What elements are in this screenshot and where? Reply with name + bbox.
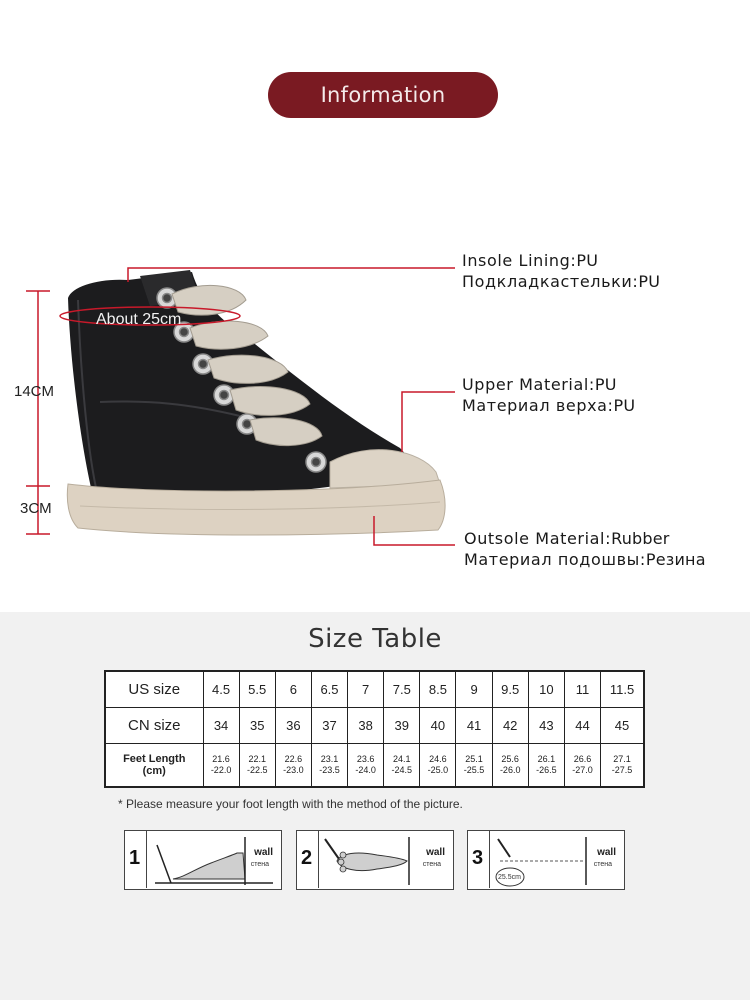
cell-cn-size: 36 [275, 707, 311, 743]
cell-cn-size: 37 [311, 707, 347, 743]
wall-label: wall [597, 847, 616, 858]
cell-feet-length [384, 743, 420, 787]
feet-length-min: 27.1 [613, 753, 631, 764]
cell-cn-size: 34 [203, 707, 239, 743]
table-row-cn [105, 707, 644, 743]
cell-cn-size: 40 [420, 707, 456, 743]
feet-length-max: -24.5 [391, 764, 413, 775]
spec-outsole [464, 528, 706, 570]
feet-length-max: -26.0 [499, 764, 521, 775]
row-label-feet-line1: Feet Length [123, 752, 186, 765]
cell-feet-length [311, 743, 347, 787]
feet-length-max: -25.0 [427, 764, 449, 775]
measure-step-1 [124, 830, 282, 890]
spec-upper [462, 374, 635, 416]
wall-label: wall [254, 847, 273, 858]
row-label-feet-line2: (cm) [142, 764, 166, 777]
feet-length-max: -22.0 [210, 764, 232, 775]
cell-cn-size: 45 [601, 707, 644, 743]
spec-label: Подкладкастельки: [462, 272, 639, 291]
row-label-feet [105, 743, 203, 787]
cell-us-size: 10 [528, 671, 564, 707]
feet-length-min: 23.6 [356, 753, 375, 764]
cell-cn-size: 35 [239, 707, 275, 743]
row-label-cn: CN size [105, 707, 203, 743]
sole-height-label: 3CM [20, 500, 52, 517]
step-number: 2 [301, 847, 313, 869]
circumference-label: About 25cm [96, 311, 182, 328]
wall-label-ru: стена [422, 861, 441, 868]
feet-length-min: 26.1 [537, 753, 556, 764]
spec-label: Upper Material: [462, 375, 595, 394]
spec-value: Rubber [611, 529, 670, 548]
feet-length-min: 26.6 [573, 753, 592, 764]
wall-label-ru: стена [250, 861, 269, 868]
cell-us-size: 11.5 [601, 671, 644, 707]
feet-length-min: 23.1 [320, 753, 339, 764]
cell-us-size: 9.5 [492, 671, 528, 707]
cell-cn-size: 44 [564, 707, 600, 743]
feet-length-max: -23.0 [283, 764, 304, 775]
feet-length-max: -27.0 [572, 764, 593, 775]
cell-feet-length [420, 743, 456, 787]
feet-length-min: 22.6 [284, 753, 303, 764]
feet-length-max: -22.5 [246, 764, 268, 775]
feet-length-max: -25.5 [463, 764, 485, 775]
step-number: 1 [129, 847, 141, 869]
cell-cn-size: 38 [348, 707, 384, 743]
cell-us-size: 5.5 [239, 671, 275, 707]
spec-value: PU [613, 396, 636, 415]
cell-cn-size: 39 [384, 707, 420, 743]
cell-us-size: 6 [275, 671, 311, 707]
measure-step-3 [467, 830, 625, 890]
spec-value: Резина [645, 550, 706, 569]
feet-length-max: -24.0 [355, 764, 376, 775]
feet-length-max: -26.5 [536, 764, 557, 775]
wall-label-ru: стена [593, 861, 612, 868]
cell-feet-length [456, 743, 492, 787]
spec-label: Материал верха: [462, 396, 614, 415]
cell-us-size: 7 [348, 671, 384, 707]
cell-feet-length [348, 743, 384, 787]
feet-length-min: 25.6 [501, 753, 519, 764]
shaft-height-label: 14CM [14, 383, 55, 400]
wall-label: wall [426, 847, 445, 858]
cell-feet-length [275, 743, 311, 787]
spec-insole [462, 250, 660, 292]
spec-value: PU [638, 272, 661, 291]
feet-length-min: 21.6 [212, 753, 230, 764]
cell-feet-length [528, 743, 564, 787]
feet-length-max: -23.5 [319, 764, 340, 775]
feet-length-min: 22.1 [248, 753, 266, 764]
table-row-us [105, 671, 644, 707]
table-row-feet [105, 743, 644, 787]
size-table-title: Size Table [308, 624, 442, 654]
spec-value: PU [594, 375, 617, 394]
cell-feet-length [564, 743, 600, 787]
cell-feet-length [601, 743, 644, 787]
feet-length-min: 25.1 [465, 753, 483, 764]
cell-us-size: 9 [456, 671, 492, 707]
spec-label: Материал подошвы: [464, 550, 646, 569]
cell-us-size: 6.5 [311, 671, 347, 707]
feet-length-min: 24.6 [429, 753, 447, 764]
size-table [104, 670, 645, 788]
cell-us-size: 8.5 [420, 671, 456, 707]
cell-us-size: 4.5 [203, 671, 239, 707]
spec-label: Outsole Material: [464, 529, 612, 548]
row-label-us: US size [105, 671, 203, 707]
information-header: Information [268, 72, 498, 118]
measure-value: 25.5cm [498, 874, 521, 881]
cell-us-size: 11 [564, 671, 600, 707]
height-guide [26, 291, 50, 534]
spec-label: Insole Lining: [462, 251, 577, 270]
cell-cn-size: 42 [492, 707, 528, 743]
step-number: 3 [472, 847, 484, 869]
measure-instruction: * Please measure your foot length with the method of the picture. [118, 797, 463, 811]
feet-length-max: -27.5 [611, 764, 633, 775]
cell-feet-length [203, 743, 239, 787]
spec-value: PU [576, 251, 599, 270]
feet-length-min: 24.1 [393, 753, 411, 764]
cell-cn-size: 43 [528, 707, 564, 743]
measure-step-2 [296, 830, 454, 890]
cell-cn-size: 41 [456, 707, 492, 743]
cell-feet-length [239, 743, 275, 787]
cell-us-size: 7.5 [384, 671, 420, 707]
cell-feet-length [492, 743, 528, 787]
